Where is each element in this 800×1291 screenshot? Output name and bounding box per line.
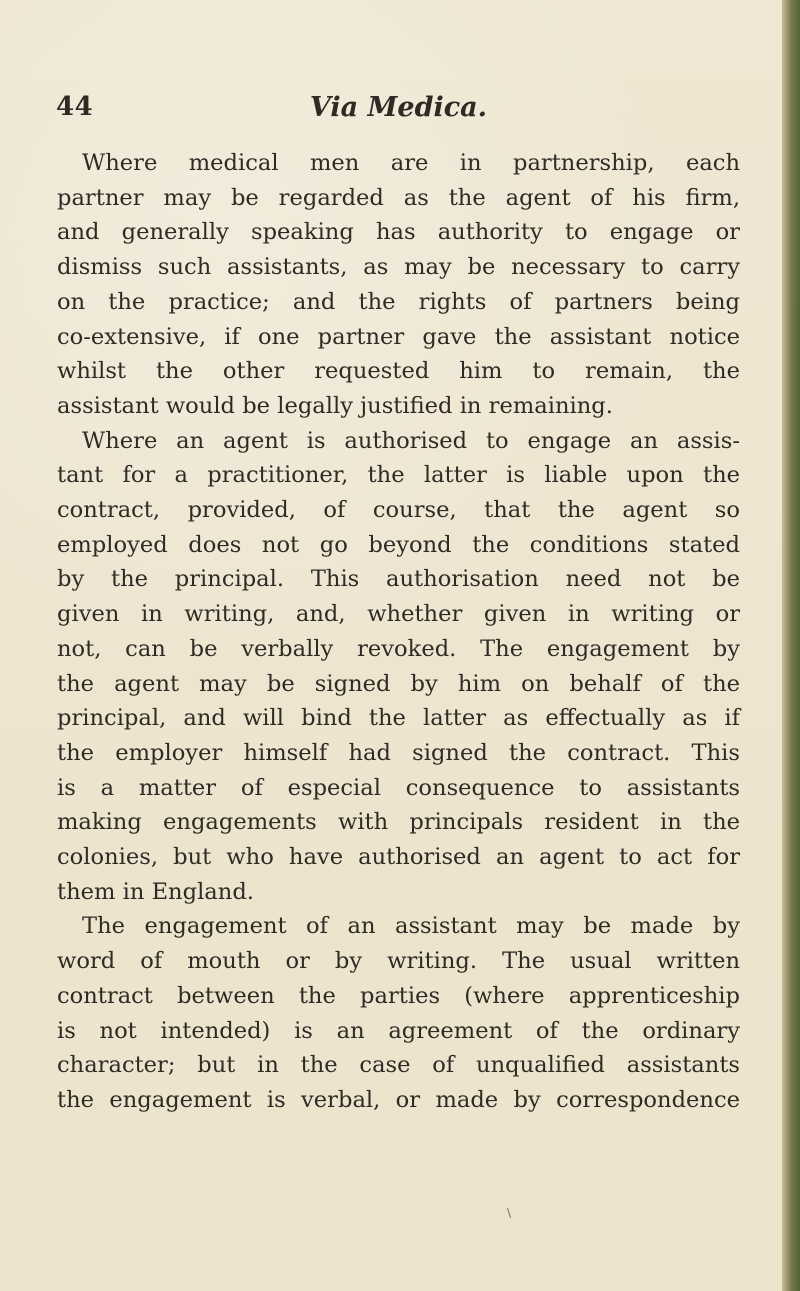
text-line: The engagement of an assistant may be made by [82, 913, 740, 940]
text-line: making engagements with principals resident in the [57, 809, 740, 836]
text-line: Where an agent is authorised to engage an assis- [82, 427, 740, 454]
running-head: Via Medica. [309, 92, 488, 123]
text-line: is a matter of especial consequence to assistants [57, 774, 740, 801]
page-number: 44 [56, 92, 94, 122]
text-line: assistant would be legally justified in remaining. [57, 392, 613, 419]
text-line: them in England. [57, 878, 254, 905]
text-line: colonies, but who have authorised an agent to act for [57, 844, 740, 871]
text-line: dismiss such assistants, as may be necessary to carry [57, 254, 740, 281]
text-line: contract between the parties (where apprenticeship [57, 982, 740, 1009]
text-line: Where medical men are in partnership, each [82, 150, 740, 176]
text-line: contract, provided, of course, that the agent so [57, 497, 740, 524]
text-line: co-extensive, if one partner gave the assistant notice [57, 323, 740, 350]
body-text [57, 146, 740, 1118]
text-line: on the practice; and the rights of partners being [57, 288, 740, 315]
text-line: is not intended) is an agreement of the ordinary [57, 1017, 740, 1044]
text-line: by the principal. This authorisation need not be [57, 566, 740, 593]
page-edge-shadow [782, 0, 800, 1291]
text-line: character; but in the case of unqualified assistants [57, 1052, 740, 1079]
text-line: the employer himself had signed the contract. This [57, 739, 740, 766]
text-line: the agent may be signed by him on behalf of the [57, 670, 740, 697]
text-line: the engagement is verbal, or made by correspondence [57, 1086, 740, 1113]
text-line: whilst the other requested him to remain, the [57, 358, 740, 385]
text-line: principal, and will bind the latter as effectually as if [57, 705, 740, 732]
text-line: not, can be verbally revoked. The engagement by [57, 635, 740, 662]
text-line: partner may be regarded as the agent of his firm, [57, 184, 740, 211]
footer-mark: \ [507, 1206, 512, 1220]
page-header [56, 92, 741, 132]
text-line: tant for a practitioner, the latter is liable upon the [57, 462, 740, 489]
text-line: and generally speaking has authority to engage or [57, 219, 740, 246]
text-line: employed does not go beyond the conditions stated [57, 531, 740, 558]
text-line: given in writing, and, whether given in writing or [57, 601, 740, 628]
text-line: word of mouth or by writing. The usual written [57, 948, 740, 975]
